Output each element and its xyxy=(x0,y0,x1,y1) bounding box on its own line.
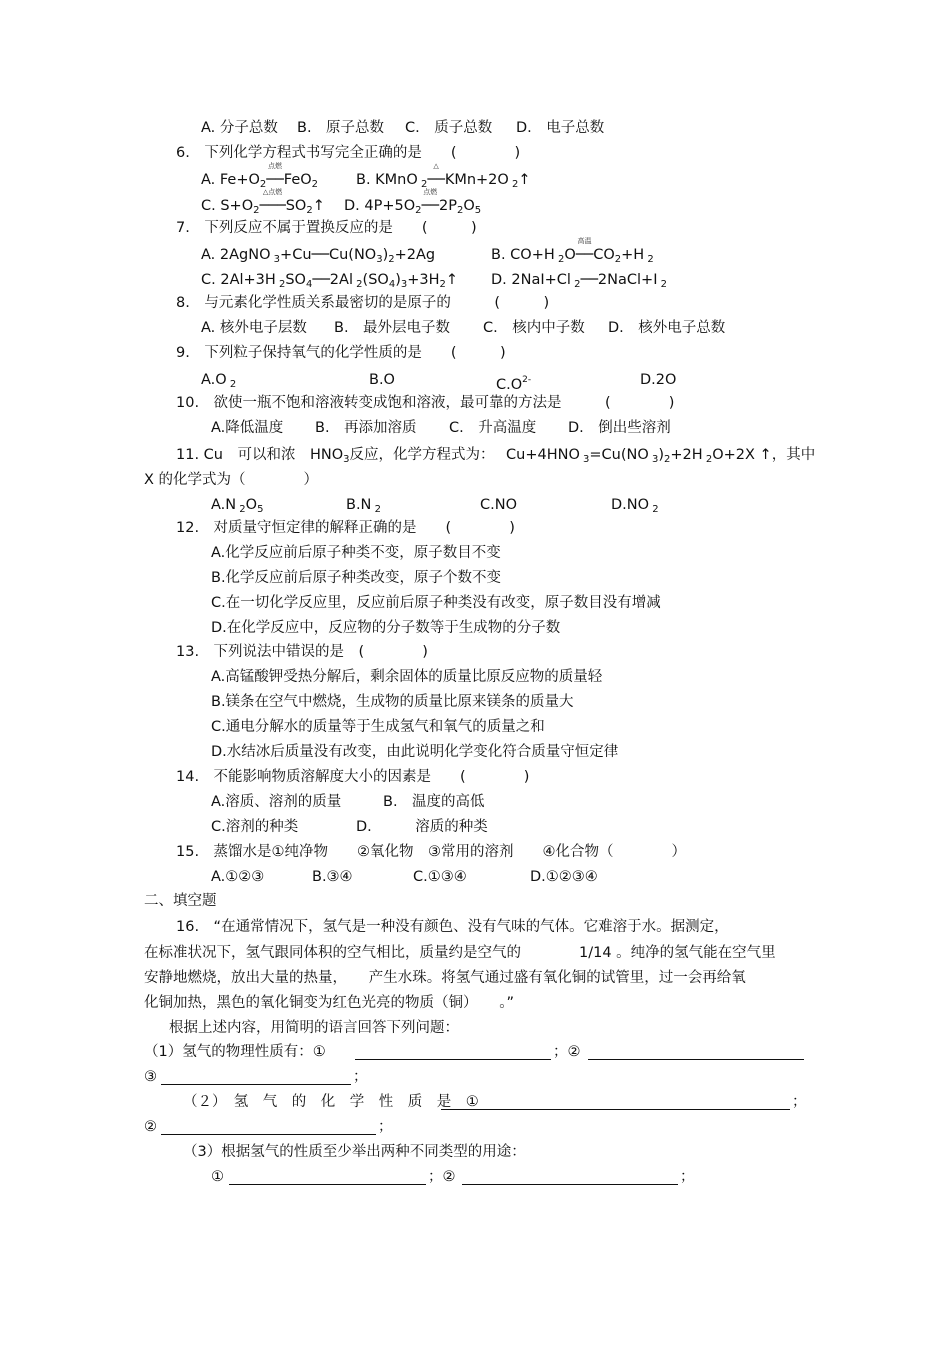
q13-option-b: B.镁条在空气中燃烧，生成物的质量比原来镁条的质量大 xyxy=(211,694,574,710)
q13-stem: 13. 下列说法中错误的是 ( ) xyxy=(176,644,428,660)
q16-passage-line-4: 化铜加热，黑色的氧化铜变为红色光亮的物质（铜） 。” xyxy=(144,995,515,1011)
q16-instructions: 根据上述内容，用简明的语言回答下列问题： xyxy=(169,1020,459,1036)
q16-sub2-label: （２） 氢 气 的 化 学 性 质 是 ① xyxy=(183,1094,479,1110)
q16-sub3-label: （3）根据氢气的性质至少举出两种不同类型的用途： xyxy=(183,1144,526,1160)
reaction-arrow: △ ── xyxy=(427,162,445,188)
q12-option-b: B.化学反应前后原子种类改变，原子个数不变 xyxy=(211,570,502,586)
q16-sub1-label: （1）氢气的物理性质有：① xyxy=(144,1044,326,1060)
q6-stem: 6. 下列化学方程式书写完全正确的是 ( ) xyxy=(176,145,521,161)
answer-blank-2-1[interactable] xyxy=(441,1095,790,1110)
q7-option-a: A. 2AgNO $_3+Cu──Cu(NO_3)_2+2Ag$ xyxy=(201,247,436,265)
answer-blank-1-1[interactable] xyxy=(355,1045,551,1060)
q9-option-a: A.O $_2$ xyxy=(201,372,237,390)
q14-option-b: B. 温度的高低 xyxy=(383,794,485,810)
q16-passage-line-1: 16. “在通常情况下，氢气是一种没有颜色、没有气味的气体。它难溶于水。据测定， xyxy=(176,919,729,935)
separator: ；② xyxy=(428,1169,456,1185)
q15-stem: 15. 蒸馏水是①纯净物 ②氧化物 ③常用的溶剂 ④化合物（ ） xyxy=(176,844,687,860)
q14-option-d: D. 溶质的种类 xyxy=(356,819,488,835)
reaction-arrow: 点燃 ── xyxy=(266,162,284,188)
q7-option-b: B. CO+H $_2$O 高温 $──CO_2+H$ $_2$ xyxy=(491,237,654,265)
q12-option-c: C.在一切化学反应里，反应前后原子种类没有改变，原子数目没有增减 xyxy=(211,595,661,611)
q8-option-a: A. 核外电子层数 xyxy=(201,320,307,336)
q12-option-a: A.化学反应前后原子种类不变，原子数目不变 xyxy=(211,545,501,561)
separator: ；② xyxy=(553,1044,581,1060)
q13-option-a: A.高锰酸钾受热分解后，剩余固体的质量比原反应物的质量轻 xyxy=(211,669,603,685)
q13-option-d: D.水结冰后质量没有改变，由此说明化学变化符合质量守恒定律 xyxy=(211,744,619,760)
q9-option-c: $C.O^{2-}$ xyxy=(496,375,532,393)
circled-2: ② xyxy=(144,1119,157,1135)
q15-option-a: A.①②③ xyxy=(211,869,265,885)
q9-stem: 9. 下列粒子保持氧气的化学性质的是 ( ) xyxy=(176,345,506,361)
reaction-arrow: 点燃 ── xyxy=(421,188,439,214)
q12-option-d: D.在化学反应中，反应物的分子数等于生成物的分子数 xyxy=(211,620,561,636)
separator: ； xyxy=(353,1069,368,1085)
q5-option-c: C. 质子总数 xyxy=(405,120,493,136)
q10-option-c: C. 升高温度 xyxy=(449,420,537,436)
q14-stem: 14. 不能影响物质溶解度大小的因素是 ( ) xyxy=(176,769,530,785)
q7-option-d: D. 2NaI+Cl $_2$──2NaCl+I $_2$ xyxy=(491,272,668,290)
q8-stem: 8. 与元素化学性质关系最密切的是原子的 ( ) xyxy=(176,295,550,311)
answer-blank-2-2[interactable] xyxy=(161,1120,376,1135)
separator: ； xyxy=(792,1094,807,1110)
q7-stem: 7. 下列反应不属于置换反应的是 ( ) xyxy=(176,220,477,236)
circled-3: ③ xyxy=(144,1069,157,1085)
q10-stem: 10. 欲使一瓶不饱和溶液转变成饱和溶液，最可靠的方法是 ( ) xyxy=(176,395,675,411)
q11-option-c: C.NO xyxy=(480,497,517,513)
reaction-arrow: △点燃 ─── xyxy=(259,188,286,214)
q12-stem: 12. 对质量守恒定律的解释正确的是 ( ) xyxy=(176,520,515,536)
q11-option-a: A.N $_2O_5$ xyxy=(211,497,264,515)
q6-option-a: A. $Fe+O_2$ 点燃 ──FeO$_2$ xyxy=(201,162,319,190)
q14-option-c: C.溶剂的种类 xyxy=(211,819,299,835)
q11-stem: 11. Cu 可以和浓 $HNO_3$反应，化学方程式为： xyxy=(176,447,495,465)
q8-option-b: B. 最外层电子数 xyxy=(334,320,451,336)
q10-option-a: A.降低温度 xyxy=(211,420,284,436)
q10-option-d: D. 倒出些溶剂 xyxy=(568,420,671,436)
reaction-arrow: 高温 ── xyxy=(575,237,594,263)
q9-option-b: B.O xyxy=(369,372,395,388)
q5-option-d: D. 电子总数 xyxy=(516,120,605,136)
q15-option-c: C.①③④ xyxy=(413,869,467,885)
q11-option-b: B.N $_2$ xyxy=(346,497,381,515)
q8-option-d: D. 核外电子总数 xyxy=(608,320,726,336)
answer-blank-3-2[interactable] xyxy=(462,1170,678,1185)
q16-passage-line-3: 安静地燃烧，放出大量的热量， 产生水珠。将氢气通过盛有氧化铜的试管里，过一会再给氧 xyxy=(144,970,746,986)
q11-equation: Cu+4HNO $_3$=Cu(NO $_3)_2+2H$ $_2$O+2X ↑，其中 xyxy=(506,447,816,465)
separator: ； xyxy=(680,1169,695,1185)
q13-option-c: C.通电分解水的质量等于生成氢气和氧气的质量之和 xyxy=(211,719,545,735)
q6-option-b: B. KMnO $_2$ △ ──KMn+2O $_2$↑ xyxy=(356,162,531,190)
q14-option-a: A.溶质、溶剂的质量 xyxy=(211,794,342,810)
answer-blank-1-2[interactable] xyxy=(588,1045,804,1060)
q7-option-c: C. 2Al+3H $_2SO_4──2Al$ $_2(SO_4)_3+3H_2↑$ xyxy=(201,272,459,290)
q10-option-b: B. 再添加溶质 xyxy=(315,420,417,436)
q6-option-d: D. $4P+5O_2$ 点燃 $──2P_2O_5$ xyxy=(344,188,482,216)
q9-option-d: D.2O xyxy=(640,372,677,388)
section-title-fill-in: 二、填空题 xyxy=(144,893,217,909)
q16-passage-line-2: 在标准状况下，氢气跟同体积的空气相比，质量约是空气的 1/14 。纯净的氢气能在空气里 xyxy=(144,945,776,961)
q15-option-b: B.③④ xyxy=(312,869,353,885)
q11-option-d: D.NO $_2$ xyxy=(611,497,659,515)
q5-option-a: A. 分子总数 xyxy=(201,120,278,136)
answer-blank-3-1[interactable] xyxy=(229,1170,426,1185)
answer-blank-1-3[interactable] xyxy=(161,1070,351,1085)
q6-option-c: C. $S+O_2$ △点燃 $───SO_2↑$ xyxy=(201,188,325,216)
circled-1: ① xyxy=(211,1169,224,1185)
q5-option-b: B. 原子总数 xyxy=(297,120,385,136)
q11-stem-continued: X 的化学式为（ ） xyxy=(144,472,319,488)
separator: ； xyxy=(378,1119,393,1135)
q15-option-d: D.①②③④ xyxy=(530,869,598,885)
q8-option-c: C. 核内中子数 xyxy=(483,320,585,336)
